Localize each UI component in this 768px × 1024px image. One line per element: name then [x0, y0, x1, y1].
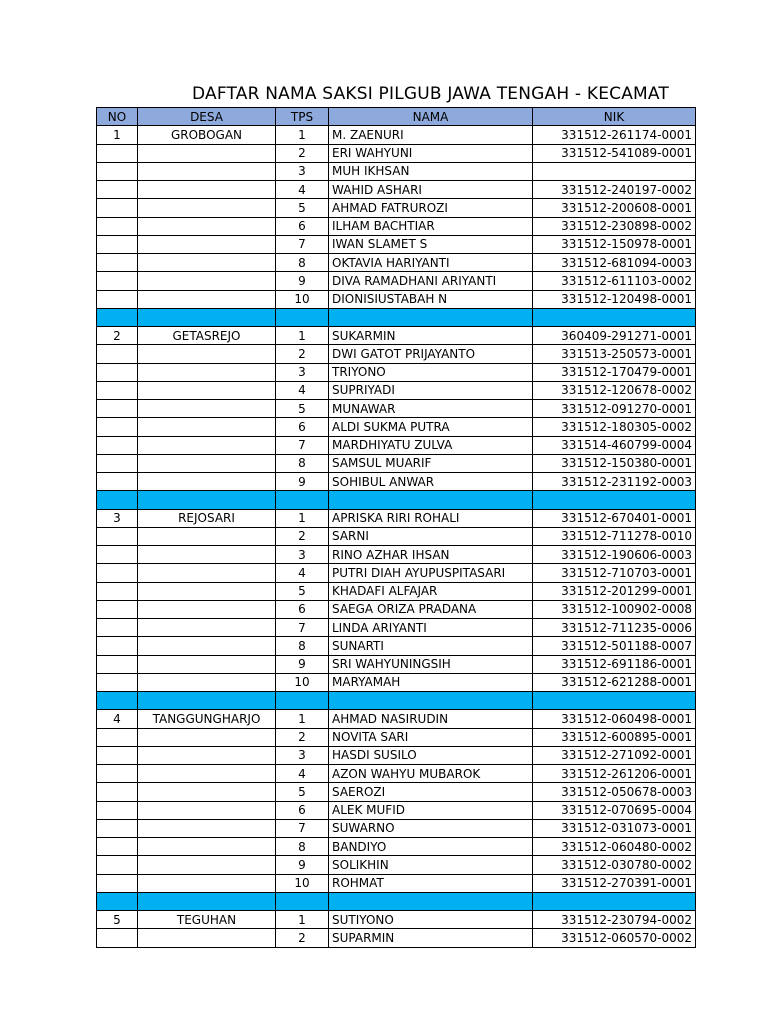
separator-cell: [276, 308, 329, 326]
cell-nama: KHADAFI ALFAJAR: [329, 582, 533, 600]
table-row: [97, 363, 696, 381]
cell-tps: 10: [276, 290, 329, 308]
cell-nama: MARDHIYATU ZULVA: [329, 436, 533, 454]
cell-desa: [138, 637, 276, 655]
table-row: [97, 728, 696, 746]
cell-nik: 331512-120498-0001: [533, 290, 696, 308]
table-row: [97, 144, 696, 162]
table-row: [97, 874, 696, 892]
cell-no: [97, 655, 138, 673]
separator-cell: [138, 308, 276, 326]
cell-nama: WAHID ASHARI: [329, 181, 533, 199]
cell-no: [97, 181, 138, 199]
table-row: [97, 345, 696, 363]
cell-desa: [138, 235, 276, 253]
cell-no: [97, 546, 138, 564]
cell-nik: 331512-271092-0001: [533, 746, 696, 764]
cell-no: [97, 400, 138, 418]
document-title: DAFTAR NAMA SAKSI PILGUB JAWA TENGAH - KECAMAT: [192, 84, 670, 104]
cell-no: [97, 363, 138, 381]
cell-desa: [138, 564, 276, 582]
cell-tps: 6: [276, 418, 329, 436]
cell-desa: [138, 728, 276, 746]
table-row: [97, 600, 696, 618]
cell-tps: 9: [276, 473, 329, 491]
separator-cell: [533, 692, 696, 710]
table-row: [97, 436, 696, 454]
cell-tps: 6: [276, 600, 329, 618]
cell-no: 4: [97, 710, 138, 728]
cell-tps: 5: [276, 582, 329, 600]
cell-no: [97, 619, 138, 637]
cell-no: [97, 527, 138, 545]
cell-no: [97, 673, 138, 691]
cell-tps: 3: [276, 162, 329, 180]
separator-cell: [97, 491, 138, 509]
table-row: [97, 272, 696, 290]
table-row: [97, 655, 696, 673]
cell-nama: AHMAD FATRUROZI: [329, 199, 533, 217]
cell-no: [97, 856, 138, 874]
cell-nama: HASDI SUSILO: [329, 746, 533, 764]
cell-nama: SAMSUL MUARIF: [329, 454, 533, 472]
cell-desa: [138, 272, 276, 290]
cell-tps: 10: [276, 874, 329, 892]
cell-no: [97, 819, 138, 837]
cell-tps: 9: [276, 856, 329, 874]
cell-no: [97, 600, 138, 618]
cell-nik: [533, 162, 696, 180]
cell-nik: 331512-060480-0002: [533, 838, 696, 856]
cell-desa: [138, 600, 276, 618]
cell-desa: [138, 363, 276, 381]
cell-no: [97, 765, 138, 783]
cell-nik: 331512-611103-0002: [533, 272, 696, 290]
table-row: [97, 235, 696, 253]
cell-nama: SUPARMIN: [329, 929, 533, 947]
cell-nama: OKTAVIA HARIYANTI: [329, 254, 533, 272]
cell-no: 1: [97, 126, 138, 144]
cell-nama: SRI WAHYUNINGSIH: [329, 655, 533, 673]
cell-no: [97, 162, 138, 180]
cell-desa: [138, 929, 276, 947]
cell-nama: MARYAMAH: [329, 673, 533, 691]
cell-nama: DIONISIUSTABAH N: [329, 290, 533, 308]
table-header-row: [97, 108, 696, 126]
table-row: [97, 819, 696, 837]
cell-nama: ERI WAHYUNI: [329, 144, 533, 162]
cell-nik: 331512-711278-0010: [533, 527, 696, 545]
cell-desa: [138, 546, 276, 564]
cell-no: [97, 144, 138, 162]
table-row: [97, 217, 696, 235]
cell-tps: 5: [276, 783, 329, 801]
cell-tps: 7: [276, 235, 329, 253]
cell-desa: [138, 254, 276, 272]
cell-nik: 331512-120678-0002: [533, 381, 696, 399]
separator-cell: [97, 892, 138, 910]
cell-nama: M. ZAENURI: [329, 126, 533, 144]
cell-nama: SAEROZI: [329, 783, 533, 801]
separator-cell: [276, 491, 329, 509]
cell-nik: 331512-621288-0001: [533, 673, 696, 691]
cell-tps: 2: [276, 728, 329, 746]
cell-nama: PUTRI DIAH AYUPUSPITASARI: [329, 564, 533, 582]
cell-nik: 331512-501188-0007: [533, 637, 696, 655]
cell-nik: 331512-150380-0001: [533, 454, 696, 472]
cell-nik: 331512-710703-0001: [533, 564, 696, 582]
cell-desa: [138, 381, 276, 399]
cell-tps: 8: [276, 254, 329, 272]
cell-tps: 7: [276, 436, 329, 454]
cell-nama: IWAN SLAMET S: [329, 235, 533, 253]
cell-nama: SUTIYONO: [329, 911, 533, 929]
cell-tps: 5: [276, 400, 329, 418]
cell-nik: 331512-230794-0002: [533, 911, 696, 929]
cell-nik: 331514-460799-0004: [533, 436, 696, 454]
cell-no: [97, 728, 138, 746]
cell-desa: [138, 345, 276, 363]
cell-nama: DWI GATOT PRIJAYANTO: [329, 345, 533, 363]
cell-nama: ILHAM BACHTIAR: [329, 217, 533, 235]
cell-tps: 2: [276, 345, 329, 363]
cell-nama: RINO AZHAR IHSAN: [329, 546, 533, 564]
header-desa: DESA: [138, 108, 276, 126]
cell-desa: [138, 856, 276, 874]
cell-desa: [138, 217, 276, 235]
cell-desa: [138, 783, 276, 801]
cell-tps: 2: [276, 527, 329, 545]
cell-nama: SUWARNO: [329, 819, 533, 837]
cell-no: 5: [97, 911, 138, 929]
cell-tps: 2: [276, 929, 329, 947]
cell-tps: 4: [276, 181, 329, 199]
cell-nik: 331512-050678-0003: [533, 783, 696, 801]
table-row: [97, 838, 696, 856]
cell-desa: TANGGUNGHARJO: [138, 710, 276, 728]
cell-nik: 331512-190606-0003: [533, 546, 696, 564]
cell-nama: TRIYONO: [329, 363, 533, 381]
cell-desa: [138, 418, 276, 436]
table-row: [97, 473, 696, 491]
separator-cell: [533, 892, 696, 910]
cell-tps: 10: [276, 673, 329, 691]
table-row: [97, 418, 696, 436]
cell-desa: [138, 765, 276, 783]
table-row: [97, 400, 696, 418]
cell-nama: BANDIYO: [329, 838, 533, 856]
table-row: [97, 527, 696, 545]
cell-desa: [138, 527, 276, 545]
cell-nama: APRISKA RIRI ROHALI: [329, 509, 533, 527]
cell-nama: SAEGA ORIZA PRADANA: [329, 600, 533, 618]
cell-nik: 331512-230898-0002: [533, 217, 696, 235]
cell-tps: 8: [276, 637, 329, 655]
cell-nik: 331512-691186-0001: [533, 655, 696, 673]
cell-desa: GETASREJO: [138, 327, 276, 345]
separator-cell: [276, 692, 329, 710]
header-tps: TPS: [276, 108, 329, 126]
cell-desa: [138, 582, 276, 600]
cell-nama: AHMAD NASIRUDIN: [329, 710, 533, 728]
table-row: [97, 546, 696, 564]
cell-nik: 331512-541089-0001: [533, 144, 696, 162]
cell-nik: 360409-291271-0001: [533, 327, 696, 345]
separator-row: [97, 308, 696, 326]
separator-cell: [533, 491, 696, 509]
cell-desa: [138, 400, 276, 418]
table-row: [97, 181, 696, 199]
cell-no: [97, 746, 138, 764]
header-nik: NIK: [533, 108, 696, 126]
cell-nik: 331512-070695-0004: [533, 801, 696, 819]
cell-desa: [138, 801, 276, 819]
table-row: [97, 162, 696, 180]
separator-row: [97, 692, 696, 710]
table-row: [97, 509, 696, 527]
table-row: [97, 619, 696, 637]
cell-nik: 331512-150978-0001: [533, 235, 696, 253]
cell-nama: SUKARMIN: [329, 327, 533, 345]
table-row: [97, 929, 696, 947]
cell-nama: MUNAWAR: [329, 400, 533, 418]
cell-tps: 1: [276, 327, 329, 345]
cell-no: [97, 418, 138, 436]
cell-no: [97, 637, 138, 655]
table-row: [97, 290, 696, 308]
cell-tps: 5: [276, 199, 329, 217]
cell-nik: 331512-170479-0001: [533, 363, 696, 381]
separator-cell: [533, 308, 696, 326]
cell-no: [97, 345, 138, 363]
cell-desa: [138, 181, 276, 199]
separator-cell: [329, 491, 533, 509]
separator-row: [97, 892, 696, 910]
cell-nama: ALEK MUFID: [329, 801, 533, 819]
cell-no: [97, 254, 138, 272]
table-row: [97, 454, 696, 472]
cell-tps: 1: [276, 126, 329, 144]
cell-no: [97, 929, 138, 947]
cell-tps: 6: [276, 801, 329, 819]
header-no: NO: [97, 108, 138, 126]
table-row: [97, 801, 696, 819]
table-row: [97, 911, 696, 929]
separator-cell: [138, 692, 276, 710]
cell-desa: [138, 290, 276, 308]
cell-no: [97, 801, 138, 819]
cell-nik: 331512-030780-0002: [533, 856, 696, 874]
cell-nik: 331512-091270-0001: [533, 400, 696, 418]
cell-nik: 331512-681094-0003: [533, 254, 696, 272]
cell-tps: 8: [276, 454, 329, 472]
cell-nik: 331512-200608-0001: [533, 199, 696, 217]
cell-desa: [138, 473, 276, 491]
cell-nama: LINDA ARIYANTI: [329, 619, 533, 637]
cell-no: [97, 564, 138, 582]
cell-desa: [138, 436, 276, 454]
cell-nama: DIVA RAMADHANI ARIYANTI: [329, 272, 533, 290]
cell-nik: 331512-201299-0001: [533, 582, 696, 600]
separator-cell: [329, 308, 533, 326]
cell-nama: AZON WAHYU MUBAROK: [329, 765, 533, 783]
cell-desa: [138, 454, 276, 472]
table-row: [97, 582, 696, 600]
table-row: [97, 254, 696, 272]
cell-desa: [138, 655, 276, 673]
cell-nik: 331513-250573-0001: [533, 345, 696, 363]
cell-desa: REJOSARI: [138, 509, 276, 527]
table-row: [97, 327, 696, 345]
cell-desa: [138, 746, 276, 764]
cell-nama: ROHMAT: [329, 874, 533, 892]
cell-no: [97, 217, 138, 235]
header-nama: NAMA: [329, 108, 533, 126]
cell-nik: 331512-270391-0001: [533, 874, 696, 892]
cell-nik: 331512-261206-0001: [533, 765, 696, 783]
cell-nik: 331512-100902-0008: [533, 600, 696, 618]
cell-nama: SARNI: [329, 527, 533, 545]
cell-nik: 331512-670401-0001: [533, 509, 696, 527]
cell-no: [97, 235, 138, 253]
cell-desa: [138, 673, 276, 691]
table-body: [97, 126, 696, 947]
cell-desa: [138, 199, 276, 217]
cell-desa: [138, 619, 276, 637]
cell-nik: 331512-180305-0002: [533, 418, 696, 436]
cell-no: [97, 838, 138, 856]
cell-no: [97, 473, 138, 491]
separator-cell: [329, 692, 533, 710]
cell-nama: SUNARTI: [329, 637, 533, 655]
separator-row: [97, 491, 696, 509]
cell-tps: 1: [276, 509, 329, 527]
cell-tps: 3: [276, 363, 329, 381]
cell-no: [97, 272, 138, 290]
table-row: [97, 673, 696, 691]
cell-no: 2: [97, 327, 138, 345]
cell-tps: 8: [276, 838, 329, 856]
cell-nama: MUH IKHSAN: [329, 162, 533, 180]
cell-tps: 2: [276, 144, 329, 162]
separator-cell: [97, 308, 138, 326]
cell-tps: 1: [276, 710, 329, 728]
cell-nama: ALDI SUKMA PUTRA: [329, 418, 533, 436]
cell-no: [97, 454, 138, 472]
cell-tps: 4: [276, 381, 329, 399]
table-row: [97, 765, 696, 783]
cell-no: [97, 874, 138, 892]
cell-tps: 3: [276, 546, 329, 564]
cell-tps: 3: [276, 746, 329, 764]
table-row: [97, 710, 696, 728]
cell-nik: 331512-060498-0001: [533, 710, 696, 728]
cell-tps: 6: [276, 217, 329, 235]
cell-desa: TEGUHAN: [138, 911, 276, 929]
cell-no: [97, 199, 138, 217]
cell-desa: [138, 819, 276, 837]
cell-no: [97, 582, 138, 600]
cell-tps: 7: [276, 619, 329, 637]
cell-no: 3: [97, 509, 138, 527]
cell-tps: 7: [276, 819, 329, 837]
table-row: [97, 199, 696, 217]
cell-nik: 331512-060570-0002: [533, 929, 696, 947]
table-row: [97, 637, 696, 655]
separator-cell: [138, 491, 276, 509]
separator-cell: [276, 892, 329, 910]
cell-desa: [138, 874, 276, 892]
table-row: [97, 856, 696, 874]
cell-tps: 4: [276, 564, 329, 582]
cell-nik: 331512-231192-0003: [533, 473, 696, 491]
cell-nama: SUPRIYADI: [329, 381, 533, 399]
cell-desa: [138, 162, 276, 180]
table-row: [97, 381, 696, 399]
table-row: [97, 564, 696, 582]
cell-no: [97, 381, 138, 399]
separator-cell: [329, 892, 533, 910]
cell-nama: SOLIKHIN: [329, 856, 533, 874]
cell-no: [97, 783, 138, 801]
cell-tps: 9: [276, 272, 329, 290]
table-row: [97, 746, 696, 764]
cell-nik: 331512-711235-0006: [533, 619, 696, 637]
cell-desa: [138, 838, 276, 856]
cell-no: [97, 436, 138, 454]
cell-nik: 331512-600895-0001: [533, 728, 696, 746]
cell-desa: [138, 144, 276, 162]
witness-table: [96, 107, 696, 948]
table-row: [97, 126, 696, 144]
cell-nama: SOHIBUL ANWAR: [329, 473, 533, 491]
cell-tps: 9: [276, 655, 329, 673]
cell-nik: 331512-031073-0001: [533, 819, 696, 837]
cell-desa: GROBOGAN: [138, 126, 276, 144]
cell-no: [97, 290, 138, 308]
cell-nik: 331512-261174-0001: [533, 126, 696, 144]
cell-tps: 1: [276, 911, 329, 929]
cell-nama: NOVITA SARI: [329, 728, 533, 746]
separator-cell: [97, 692, 138, 710]
table-row: [97, 783, 696, 801]
cell-tps: 4: [276, 765, 329, 783]
separator-cell: [138, 892, 276, 910]
cell-nik: 331512-240197-0002: [533, 181, 696, 199]
